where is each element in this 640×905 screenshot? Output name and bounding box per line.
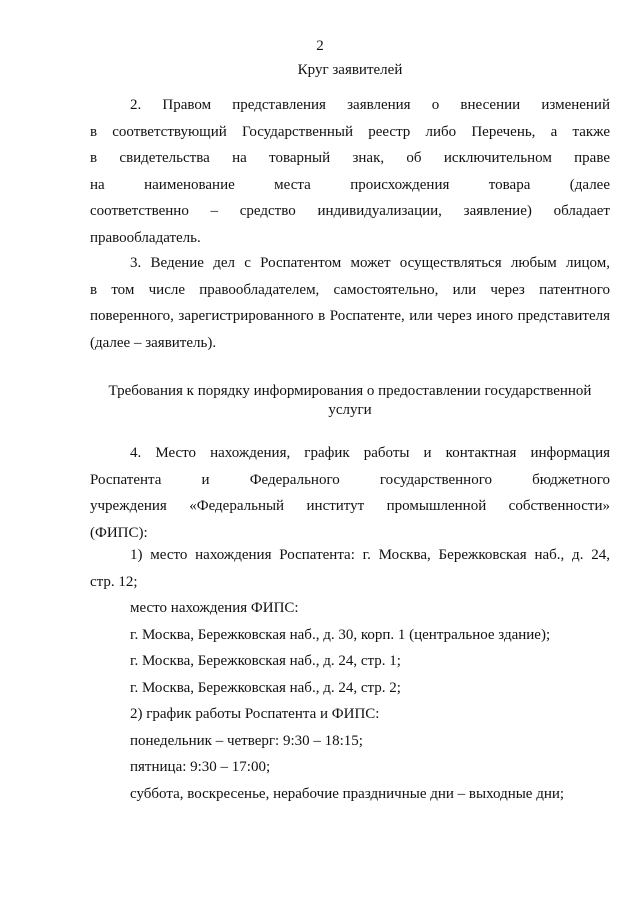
paragraph-line: 3. Ведение дел с Роспатентом может осуществляться любым лицом,	[130, 255, 610, 271]
paragraph-line: в соответствующий Государственный реестр либо Перечень, а также	[90, 123, 610, 140]
paragraph-line: Роспатента и Федерального государственного бюджетного	[90, 471, 610, 488]
paragraph-line: 1) место нахождения Роспатента: г. Москва, Бережковская наб., д. 24,	[130, 547, 610, 563]
section-title-line: Требования к порядку информирования о предоставлении государственной	[108, 383, 592, 399]
section-title-line: услуги	[328, 402, 372, 418]
paragraph-line: стр. 12;	[90, 573, 138, 590]
item-2-schedule-label: 2) график работы Роспатента и ФИПС:	[130, 706, 380, 722]
paragraph-line: 4. Место нахождения, график работы и контактная информация	[130, 445, 610, 461]
section-title-information-requirements	[100, 382, 600, 420]
item-1-location	[90, 542, 610, 595]
paragraph-line: правообладатель.	[90, 229, 201, 246]
paragraph-line: (ФИПС):	[90, 524, 148, 541]
fips-location-label: место нахождения ФИПС:	[130, 600, 299, 616]
paragraph-line: (далее – заявитель).	[90, 334, 217, 351]
paragraph-line: в том числе правообладателем, самостоятельно, или через патентного	[90, 281, 610, 298]
fips-address: г. Москва, Бережковская наб., д. 24, стр. 2;	[130, 679, 401, 696]
fips-address: г. Москва, Бережковская наб., д. 30, корп. 1 (центральное здание);	[130, 626, 551, 643]
paragraph-line: на наименование места происхождения товара (далее	[90, 176, 610, 193]
paragraph-3	[90, 250, 610, 356]
schedule-line: суббота, воскресенье, нерабочие праздничные дни – выходные дни;	[130, 785, 565, 802]
paragraph-line: поверенного, зарегистрированного в Роспатенте, или через иного представителя	[90, 308, 610, 324]
paragraph-line: учреждения «Федеральный институт промышленной собственности»	[90, 498, 610, 514]
paragraph-4	[90, 440, 610, 546]
paragraph-2	[90, 92, 610, 251]
schedule-line: понедельник – четверг: 9:30 – 18:15;	[130, 732, 363, 749]
section-title-applicants: Круг заявителей	[297, 62, 403, 78]
fips-location-block	[90, 595, 610, 807]
page-number: 2	[316, 38, 324, 54]
fips-address: г. Москва, Бережковская наб., д. 24, стр. 1;	[130, 653, 401, 669]
paragraph-line: соответственно – средство индивидуализации, заявление) обладает	[90, 203, 610, 219]
paragraph-line: в свидетельства на товарный знак, об исключительном праве	[90, 150, 610, 166]
paragraph-line: 2. Правом представления заявления о внесении изменений	[130, 97, 610, 113]
schedule-line: пятница: 9:30 – 17:00;	[130, 759, 271, 775]
